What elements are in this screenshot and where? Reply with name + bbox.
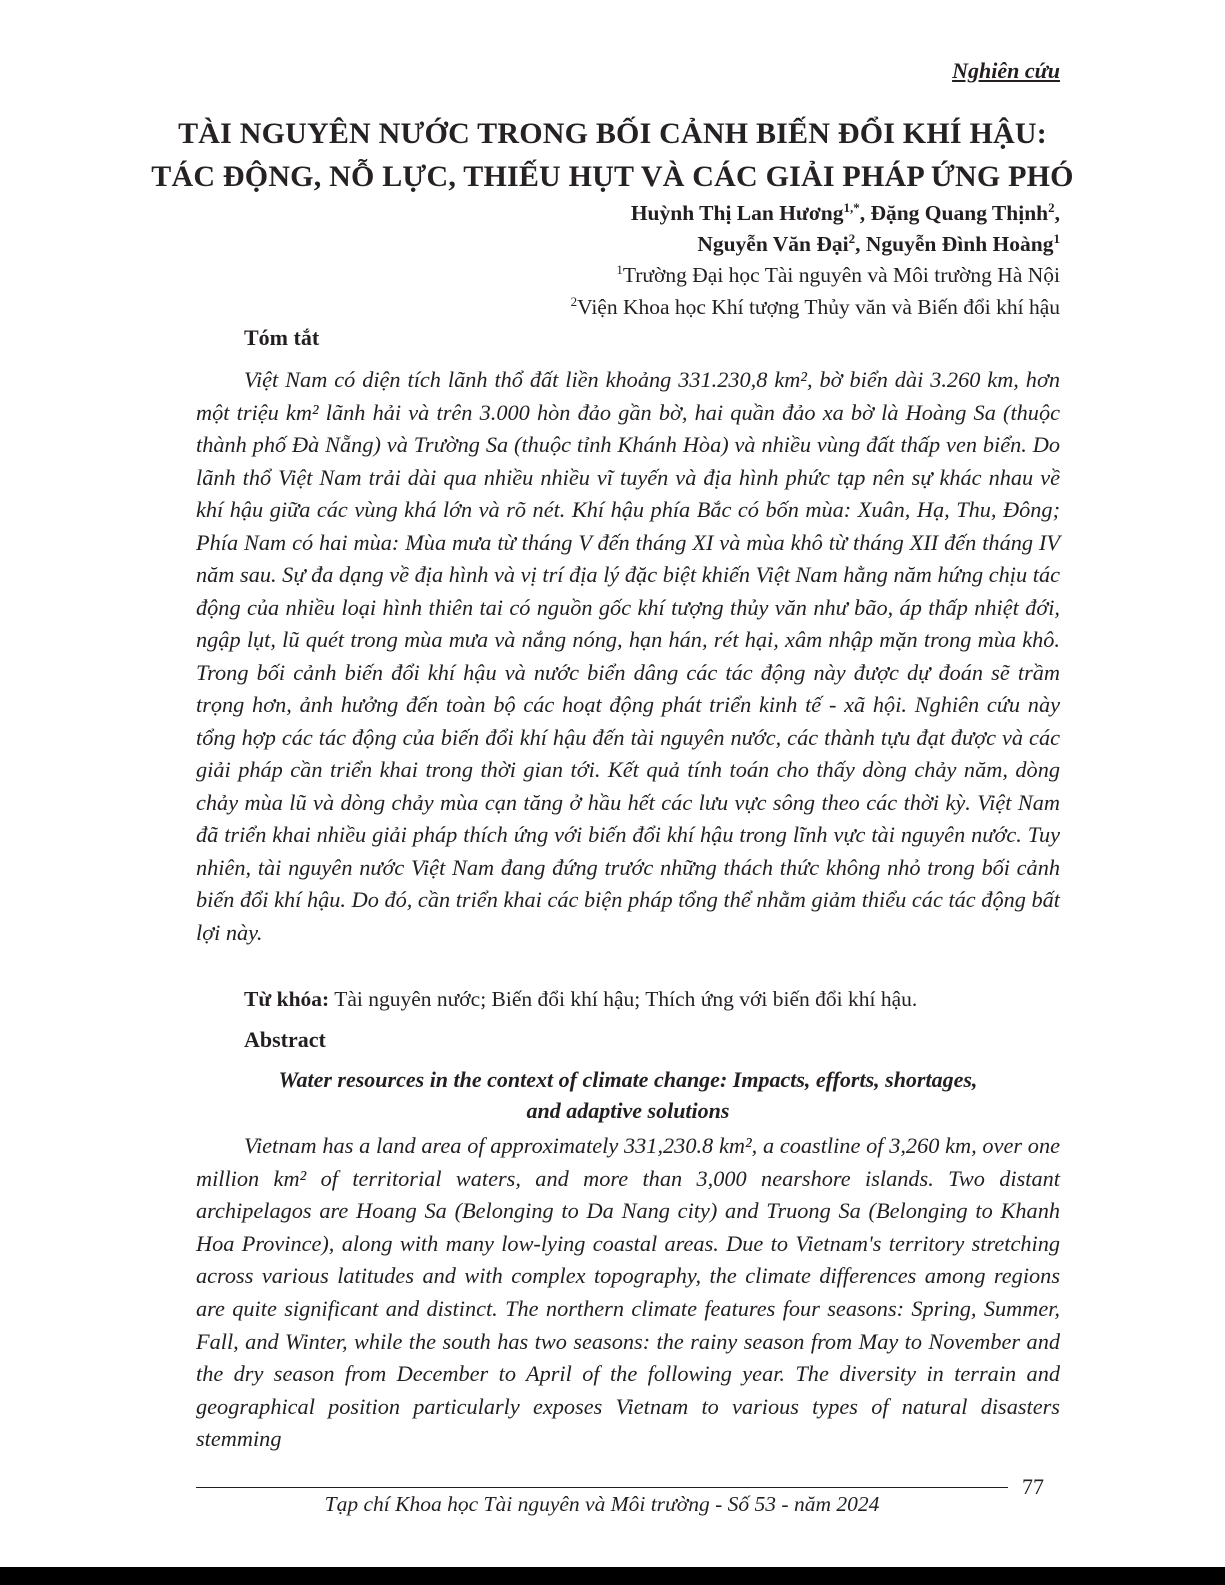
author-affiliation-mark: 1,* <box>843 200 860 215</box>
paper-title <box>150 112 1075 198</box>
paper-title-line-1: TÀI NGUYÊN NƯỚC TRONG BỐI CẢNH BIẾN ĐỔI KHÍ HẬU: <box>178 117 1047 150</box>
page-number: 77 <box>1022 1474 1044 1499</box>
journal-footer: Tạp chí Khoa học Tài nguyên và Môi trường - Số 53 - năm 2024 <box>324 1492 880 1516</box>
affiliation-text: Viện Khoa học Khí tượng Thủy văn và Biến đổi khí hậu <box>577 295 1060 319</box>
keywords-text: Tài nguyên nước; Biến đổi khí hậu; Thích ứng với biến đổi khí hậu. <box>334 987 918 1011</box>
footer-divider <box>196 1487 1008 1488</box>
affiliation-text: Trường Đại học Tài nguyên và Môi trường Hà Nội <box>622 263 1060 287</box>
affiliation-mark: 1 <box>616 262 623 277</box>
abstract-vi-heading: Tóm tắt <box>244 325 320 350</box>
author-name: Huỳnh Thị Lan Hương <box>630 201 844 225</box>
author-list <box>631 198 1060 260</box>
author-separator: , <box>855 232 866 256</box>
scan-edge-bar <box>0 1567 1225 1585</box>
author-line-2 <box>631 229 1060 260</box>
author-line-1 <box>631 198 1060 229</box>
section-label: Nghiên cứu <box>952 58 1060 83</box>
keywords <box>244 987 917 1012</box>
affiliation <box>571 291 1060 323</box>
author-name: Đặng Quang Thịnh <box>870 201 1049 225</box>
affiliation-mark: 2 <box>570 294 578 309</box>
keywords-label: Từ khóa: <box>244 987 330 1011</box>
author-separator: , <box>859 201 871 225</box>
abstract-en-heading: Abstract <box>244 1027 326 1052</box>
author-name: Nguyễn Đình Hoàng <box>865 232 1054 256</box>
author-affiliation-mark: 2 <box>1048 200 1055 215</box>
abstract-en-title-line-2: and adaptive solutions <box>526 1098 730 1123</box>
author-affiliation-mark: 1 <box>1053 231 1060 246</box>
paper-title-line-2: TÁC ĐỘNG, NỖ LỰC, THIẾU HỤT VÀ CÁC GIẢI PHÁP ỨNG PHÓ <box>151 160 1074 193</box>
abstract-vi-text: Việt Nam có diện tích lãnh thổ đất liền khoảng 331.230,8 km², bờ biển dài 3.260 km, hơn một triệu km² lãnh hải và trên 3.000 hòn đảo gần bờ, hai quần đảo xa bờ là Hoàng Sa (thuộc thành phố Đà Nẵng) và Trường Sa (thuộc tỉnh Khánh Hòa) và nhiều vùng đất thấp ven biển. Do lãnh thổ Việt Nam trải dài qua nhiều nhiều vĩ tuyến và địa hình phức tạp nên sự khác nhau về khí hậu giữa các vùng khá lớn và rõ nét. Khí hậu phía Bắc có bốn mùa: Xuân, Hạ, Thu, Đông; Phía Nam có hai mùa: Mùa mưa từ tháng V đến tháng XI và mùa khô từ tháng XII đến tháng IV năm sau. Sự đa dạng về địa hình và vị trí địa lý đặc biệt khiến Việt Nam hằng năm hứng chịu tác động của nhiều loại hình thiên tai có nguồn gốc khí tượng thủy văn như bão, áp thấp nhiệt đới, ngập lụt, lũ quét trong mùa mưa và nắng nóng, hạn hán, rét hại, xâm nhập mặn trong mùa khô. Trong bối cảnh biến đổi khí hậu và nước biển dâng các tác động này được dự đoán sẽ trầm trọng hơn, ảnh hưởng đến toàn bộ các hoạt động phát triển kinh tế - xã hội. Nghiên cứu này tổng hợp các tác động của biến đổi khí hậu đến tài nguyên nước, các thành tựu đạt được và các giải pháp cần triển khai trong thời gian tới. Kết quả tính toán cho thấy dòng chảy năm, dòng chảy mùa lũ và dòng chảy mùa cạn tăng ở hầu hết các lưu vực sông theo các thời kỳ. Việt Nam đã triển khai nhiều giải pháp thích ứng với biến đổi khí hậu trong lĩnh vực tài nguyên nước. Tuy nhiên, tài nguyên nước Việt Nam đang đứng trước những thách thức không nhỏ trong bối cảnh biến đổi khí hậu. Do đó, cần triển khai các biện pháp tổng thể nhằm giảm thiểu các tác động bất lợi này. <box>196 367 1060 945</box>
affiliation <box>571 259 1060 291</box>
abstract-en-title-line-1: Water resources in the context of climate change: Impacts, efforts, shortages, <box>278 1067 978 1092</box>
affiliation-list <box>571 259 1060 323</box>
author-name: Nguyễn Văn Đại <box>697 232 849 256</box>
abstract-en-text: Vietnam has a land area of approximately 331,230.8 km², a coastline of 3,260 km, over one million km² of territorial waters, and more than 3,000 nearshore islands. Two distant archipelagos are Hoang Sa (Belonging to Da Nang city) and Truong Sa (Belonging to Khanh Hoa Province), along with many low-lying coastal areas. Due to Vietnam's territory stretching across various latitudes and with complex topography, the climate differences among regions are quite significant and distinct. The northern climate features four seasons: Spring, Summer, Fall, and Winter, while the south has two seasons: the rainy season from May to November and the dry season from December to April of the following year. The diversity in terrain and geographical position particularly exposes Vietnam to various types of natural disasters stemming <box>196 1133 1060 1452</box>
abstract-en-title <box>196 1064 1060 1126</box>
author-separator: , <box>1054 201 1060 225</box>
author-affiliation-mark: 2 <box>848 231 856 246</box>
